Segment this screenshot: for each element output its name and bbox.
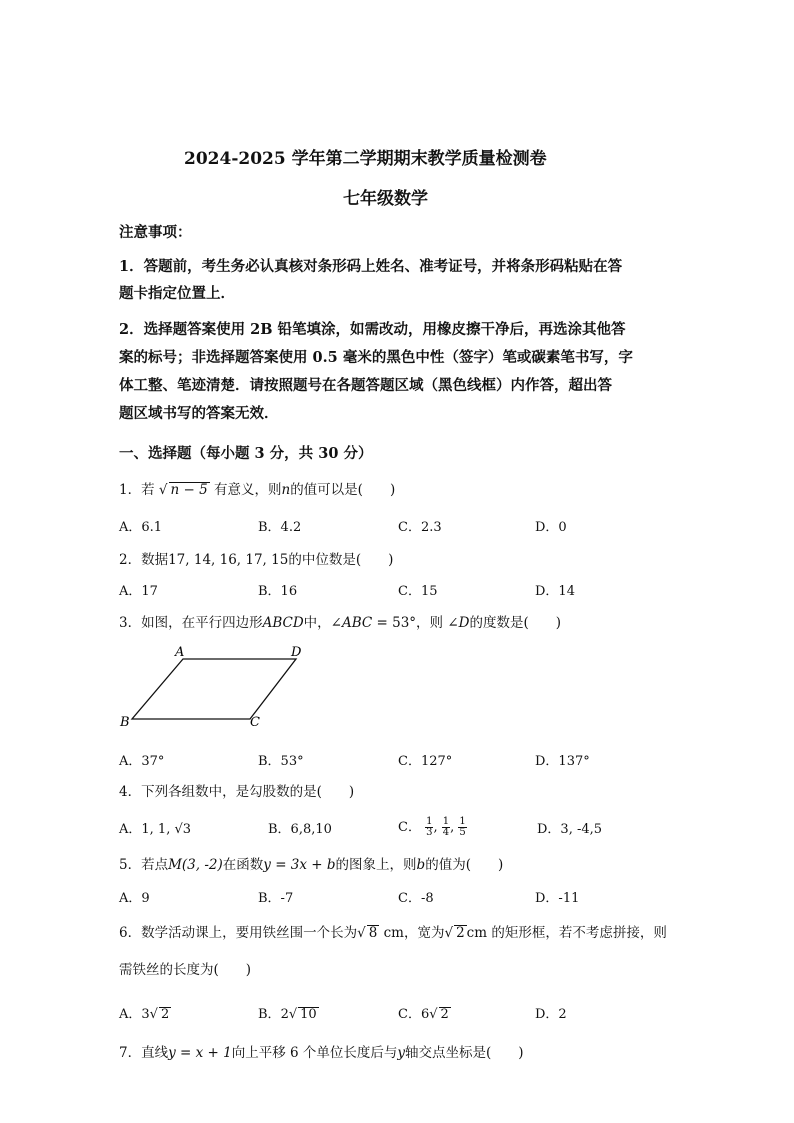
notice-2-line-2: 案的标号；非选择题答案使用 0.5 毫米的黑色中性（签字）笔或碳素笔书写，字 <box>119 349 633 366</box>
question-1: 1．若 √ n − 5 有意义，则n的值可以是( ) <box>119 482 396 498</box>
sqrt-symbol: √ <box>288 1007 298 1022</box>
q2-option-b[interactable]: B．16 <box>258 584 298 599</box>
q1-option-c[interactable]: C．2.3 <box>398 520 442 535</box>
exam-subtitle: 七年级数学 <box>343 189 428 209</box>
notice-2-line-4: 题区域书写的答案无效． <box>119 405 279 422</box>
q4-option-b[interactable]: B．6,8,10 <box>268 822 332 837</box>
sqrt-symbol: √ <box>357 925 366 941</box>
fraction: $\frac{1}{5}$ <box>459 816 466 838</box>
question-6-line-2: 需铁丝的长度为( ) <box>119 962 252 978</box>
q4-option-a[interactable]: A．1, 1, √3 <box>119 822 192 837</box>
q1-option-a[interactable]: A．6.1 <box>119 520 163 535</box>
q5-option-a[interactable]: A．9 <box>119 891 150 906</box>
question-5: 5．若点M(3, -2)在函数y = 3x + b的图象上，则b的值为( ) <box>119 857 504 873</box>
q4-option-d[interactable]: D．3, -4,5 <box>537 822 603 837</box>
sqrt-symbol: √ <box>158 482 168 498</box>
notice-1-line-2: 题卡指定位置上． <box>119 285 235 302</box>
q2-option-d[interactable]: D．14 <box>535 584 575 599</box>
q2-option-a[interactable]: A．17 <box>119 584 158 599</box>
q6-option-d[interactable]: D．2 <box>535 1007 567 1022</box>
vertex-label-c: C <box>250 715 260 730</box>
q3-option-c[interactable]: C．127° <box>398 754 453 769</box>
parallelogram-figure <box>115 640 315 730</box>
q6-option-c[interactable]: C．6√ 2 <box>398 1007 449 1022</box>
q5-option-c[interactable]: C．-8 <box>398 891 434 906</box>
q6-option-b[interactable]: B．2√ 10 <box>258 1007 317 1022</box>
sqrt-symbol: √ <box>149 1007 158 1022</box>
sqrt-symbol: √ <box>444 925 454 941</box>
vertex-label-a: A <box>175 645 185 660</box>
q1-option-b[interactable]: B．4.2 <box>258 520 302 535</box>
notice-2-line-1: 2．选择题答案使用 2B 铅笔填涂，如需改动，用橡皮擦干净后，再选涂其他答 <box>119 321 626 338</box>
sqrt-symbol: √ <box>429 1007 438 1022</box>
q6-option-a[interactable]: A．3√ 2 <box>119 1007 170 1022</box>
q1-option-d[interactable]: D．0 <box>535 520 567 535</box>
vertex-label-b: B <box>120 715 130 730</box>
notice-heading: 注意事项： <box>119 224 192 241</box>
q3-option-a[interactable]: A．37° <box>119 754 165 769</box>
fraction: $\frac{1}{4}$ <box>442 816 450 838</box>
exam-title: 2024-2025 学年第二学期期末教学质量检测卷 <box>184 149 547 169</box>
q4-option-c[interactable]: C． $\frac{1}{3}$ , $\frac{1}{4}$ , $\frac{1}{5}$ <box>398 816 466 838</box>
section-heading: 一、选择题（每小题 3 分，共 30 分） <box>119 445 373 462</box>
question-2: 2．数据17, 14, 16, 17, 15的中位数是( ) <box>119 552 394 568</box>
question-7: 7．直线y = x + 1向上平移 6 个单位长度后与y轴交点坐标是( ) <box>119 1045 524 1061</box>
question-3: 3．如图，在平行四边形ABCD中，∠ABC = 53°，则 ∠D的度数是( ) <box>119 615 562 631</box>
q3-option-b[interactable]: B．53° <box>258 754 304 769</box>
fraction: $\frac{1}{3}$ <box>426 816 433 838</box>
notice-2-line-3: 体工整、笔迹清楚．请按照题号在各题答题区域（黑色线框）内作答，超出答 <box>119 377 612 394</box>
radicand: n − 5 <box>170 482 208 498</box>
parallelogram-shape <box>132 659 296 719</box>
notice-1-line-1: 1．答题前，考生务必认真核对条形码上姓名、准考证号，并将条形码粘贴在答 <box>119 258 623 275</box>
vertex-label-d: D <box>291 645 302 660</box>
question-6-line-1: 6．数学活动课上，要用铁丝围一个长为√ 8 cm，宽为√ 2 cm 的矩形框，若不考虑拼接，则 <box>119 925 667 941</box>
question-4: 4．下列各组数中，是勾股数的是( ) <box>119 784 355 800</box>
q3-option-d[interactable]: D．137° <box>535 754 590 769</box>
q2-option-c[interactable]: C．15 <box>398 584 438 599</box>
q5-option-d[interactable]: D．-11 <box>535 891 580 906</box>
q5-option-b[interactable]: B．-7 <box>258 891 294 906</box>
